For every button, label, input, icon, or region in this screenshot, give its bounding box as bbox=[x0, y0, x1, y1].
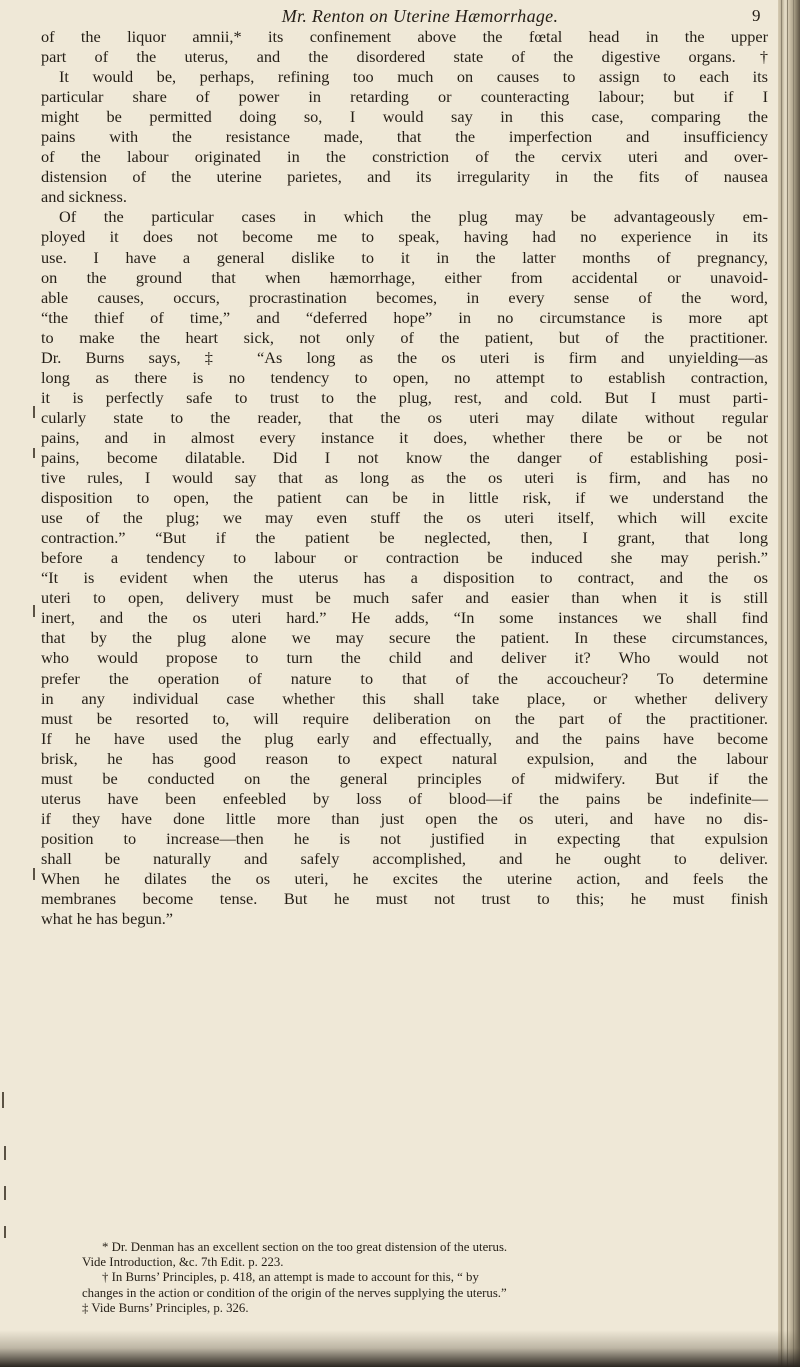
footnote-line: † In Burns’ Principles, p. 418, an attempt is made to account for this, “ by bbox=[102, 1270, 479, 1285]
text-line: “It is evident when the uterus has a disposition to contract, and the os bbox=[41, 568, 768, 588]
text-line: Dr. Burns says, ‡ “As long as the os uteri is firm and unyielding—as bbox=[41, 347, 768, 367]
text-line: cularly state to the reader, that the os uteri may dilate without regular bbox=[41, 407, 768, 427]
text-line: position to increase—then he is not justified in expecting that expulsion bbox=[41, 828, 768, 848]
text-line: able causes, occurs, procrastination becomes, in every sense of the word, bbox=[41, 287, 768, 307]
footnotes bbox=[82, 1240, 770, 1316]
margin-mark bbox=[2, 1092, 4, 1108]
book-edge-line bbox=[787, 0, 788, 1367]
text-line: ployed it does not become me to speak, having had no experience in its bbox=[41, 227, 768, 247]
text-line: in any individual case whether this shall take place, or whether delivery bbox=[41, 688, 768, 708]
margin-mark bbox=[33, 448, 35, 458]
book-edge-line bbox=[781, 0, 782, 1367]
text-line: on the ground that when hæmorrhage, either from accidental or unavoid- bbox=[41, 267, 768, 287]
text-line: prefer the operation of nature to that of the accoucheur? To determine bbox=[41, 668, 768, 688]
margin-mark bbox=[33, 605, 35, 617]
text-line: particular share of power in retarding or counteracting labour; but if I bbox=[41, 87, 768, 107]
text-line: When he dilates the os uteri, he excites the uterine action, and feels the bbox=[41, 868, 768, 888]
text-line: brisk, he has good reason to expect natural expulsion, and the labour bbox=[41, 748, 768, 768]
text-line: to make the heart sick, not only of the patient, but of the practitioner. bbox=[41, 327, 768, 347]
text-line: of the labour originated in the constriction of the cervix uteri and over- bbox=[41, 147, 768, 167]
text-line: it is perfectly safe to trust to the plug, rest, and cold. But I must parti- bbox=[41, 387, 768, 407]
text-line: membranes become tense. But he must not trust to this; he must finish bbox=[41, 889, 768, 909]
margin-mark bbox=[4, 1146, 6, 1160]
book-edge bbox=[778, 0, 800, 1367]
margin-mark bbox=[33, 868, 35, 880]
body-text bbox=[41, 27, 768, 929]
text-line: who would propose to turn the child and deliver it? Who would not bbox=[41, 648, 768, 668]
margin-mark bbox=[33, 406, 35, 418]
text-line: must be resorted to, will require deliberation on the part of the practitioner. bbox=[41, 708, 768, 728]
text-line: pains, and in almost every instance it does, whether there be or be not bbox=[41, 427, 768, 447]
text-line: use of the plug; we may even stuff the os uteri itself, which will excite bbox=[41, 508, 768, 528]
margin-mark bbox=[4, 1226, 6, 1238]
footnote-line: * Dr. Denman has an excellent section on the too great distension of the uterus. bbox=[102, 1240, 508, 1254]
text-line: and sickness. bbox=[41, 187, 127, 207]
text-line: part of the uterus, and the disordered state of the digestive organs.† bbox=[41, 47, 768, 67]
text-line: must be conducted on the general principles of midwifery. But if the bbox=[41, 768, 768, 788]
text-line: contraction.” “But if the patient be neglected, then, I grant, that long bbox=[41, 528, 768, 548]
text-line: uteri to open, delivery must be much safer and easier than when it is still bbox=[41, 588, 768, 608]
running-title: Mr. Renton on Uterine Hæmorrhage. bbox=[281, 6, 559, 26]
text-line: “the thief of time,” and “deferred hope” in no circumstance is more apt bbox=[41, 307, 768, 327]
text-line: long as there is no tendency to open, no attempt to establish contraction, bbox=[41, 367, 768, 387]
text-line: It would be, perhaps, refining too much on causes to assign to each its bbox=[59, 67, 768, 87]
margin-mark bbox=[4, 1186, 6, 1200]
page-header bbox=[0, 6, 778, 28]
text-line: of the liquor amnii,* its confinement above the fœtal head in the upper bbox=[41, 27, 768, 46]
text-line: disposition to open, the patient can be in little risk, if we understand the bbox=[41, 488, 768, 508]
binding-margin-marks bbox=[0, 0, 40, 1367]
text-line: distension of the uterine parietes, and its irregularity in the fits of nausea bbox=[41, 167, 768, 187]
text-line: If he have used the plug early and effectually, and the pains have become bbox=[41, 728, 768, 748]
footnote-line: Vide Introduction, &c. 7th Edit. p. 223. bbox=[82, 1255, 284, 1270]
text-line: pains, become dilatable. Did I not know the danger of establishing posi- bbox=[41, 447, 768, 467]
text-line: that by the plug alone we may secure the patient. In these circumstances, bbox=[41, 628, 768, 648]
text-line: use. I have a general dislike to it in the latter months of pregnancy, bbox=[41, 247, 768, 267]
book-edge-line bbox=[793, 0, 794, 1367]
text-line: before a tendency to labour or contraction be induced she may perish.” bbox=[41, 548, 768, 568]
text-line: Of the particular cases in which the plug may be advantageously em- bbox=[59, 207, 768, 227]
text-line: what he has begun.” bbox=[41, 909, 174, 929]
text-line: might be permitted doing so, I would say in this case, comparing the bbox=[41, 107, 768, 127]
text-line: uterus have been enfeebled by loss of blood—if the pains be indefinite— bbox=[41, 788, 768, 808]
page-bottom-shadow bbox=[0, 1330, 800, 1367]
page-number: 9 bbox=[752, 6, 761, 25]
text-line: tive rules, I would say that as long as the os uteri is firm, and has no bbox=[41, 468, 768, 488]
text-line: if they have done little more than just open the os uteri, and have no dis- bbox=[41, 808, 768, 828]
footnote-line: changes in the action or condition of the origin of the nerves supplying the uterus.” bbox=[82, 1285, 507, 1300]
text-line: pains with the resistance made, that the imperfection and insufficiency bbox=[41, 127, 768, 147]
text-line: shall be naturally and safely accomplished, and he ought to deliver. bbox=[41, 848, 768, 868]
footnote-line: ‡ Vide Burns’ Principles, p. 326. bbox=[82, 1300, 249, 1315]
text-line: inert, and the os uteri hard.” He adds, “In some instances we shall find bbox=[41, 608, 768, 628]
